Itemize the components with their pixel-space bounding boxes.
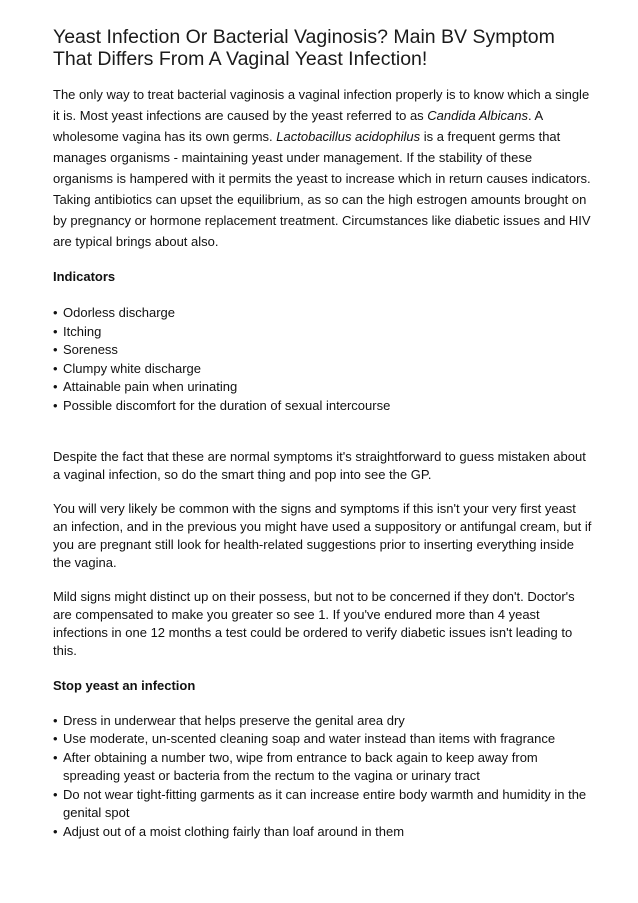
list-item: • Adjust out of a moist clothing fairly than loaf around in them xyxy=(53,823,593,842)
stop-infection-heading: Stop yeast an infection xyxy=(53,677,196,693)
list-item: • Attainable pain when urinating xyxy=(53,378,593,397)
body-paragraph-2: You will very likely be common with the signs and symptoms if this isn't your very first yeast an infection, and in the previous you might have used a suppository or antifungal cream, but if you are pregnant still look for health-related suggestions prior to inserting everything inside the vagina. xyxy=(53,500,592,570)
intro-text-1: The only way to treat bacterial vaginosis a vaginal infection properly is to know which a single it is. Most yeast infections are caused by the yeast referred to as xyxy=(53,87,590,123)
intro-text-3: is a frequent germs that manages organisms - maintaining yeast under management. If the stability of these organisms is hampered with it permits the yeast to increase which in return causes indicators. Taking antibiotics can upset the equilibrium, as so can the high estrogen amounts brought on by pregnancy or hormone replacement treatment. Circumstances like diabetic issues and HIV are typical brings about also. xyxy=(53,129,591,249)
list-item: • Soreness xyxy=(53,341,593,360)
list-item: • Dress in underwear that helps preserve the genital area dry xyxy=(53,712,593,731)
list-item: • Clumpy white discharge xyxy=(53,360,593,379)
list-item: • Use moderate, un-scented cleaning soap and water instead than items with fragrance xyxy=(53,730,593,749)
list-item: • Possible discomfort for the duration of sexual intercourse xyxy=(53,397,593,416)
page-title: Yeast Infection Or Bacterial Vaginosis? Main BV Symptom That Differs From A Vaginal Yeast Infection! xyxy=(53,26,555,70)
list-item: • After obtaining a number two, wipe from entrance to back again to keep away from spreading yeast or bacteria from the rectum to the vagina or urinary tract xyxy=(53,749,593,786)
intro-italic-1: Candida Albicans xyxy=(427,108,528,123)
list-item: • Do not wear tight-fitting garments as it can increase entire body warmth and humidity in the genital spot xyxy=(53,786,593,823)
list-item: • Odorless discharge xyxy=(53,304,593,323)
body-paragraph-1: Despite the fact that these are normal symptoms it's straightforward to guess mistaken about a vaginal infection, so do the smart thing and pop into see the GP. xyxy=(53,448,586,482)
document-page xyxy=(53,26,593,841)
intro-italic-2: Lactobacillus acidophilus xyxy=(276,129,421,144)
indicators-list xyxy=(53,304,593,416)
intro-text-2: . A wholesome vagina has its own germs. xyxy=(53,108,543,144)
list-item: • Itching xyxy=(53,323,593,342)
indicators-heading: Indicators xyxy=(53,269,116,284)
stop-infection-list xyxy=(53,712,593,842)
body-paragraph-3: Mild signs might distinct up on their possess, but not to be concerned if they don't. Doctor's are compensated to make you greater so see 1. If you've endured more than 4 yeast infections in one 12 months a test could be ordered to verify diabetic issues isn't leading to this. xyxy=(53,588,575,658)
intro-paragraph xyxy=(53,84,593,252)
